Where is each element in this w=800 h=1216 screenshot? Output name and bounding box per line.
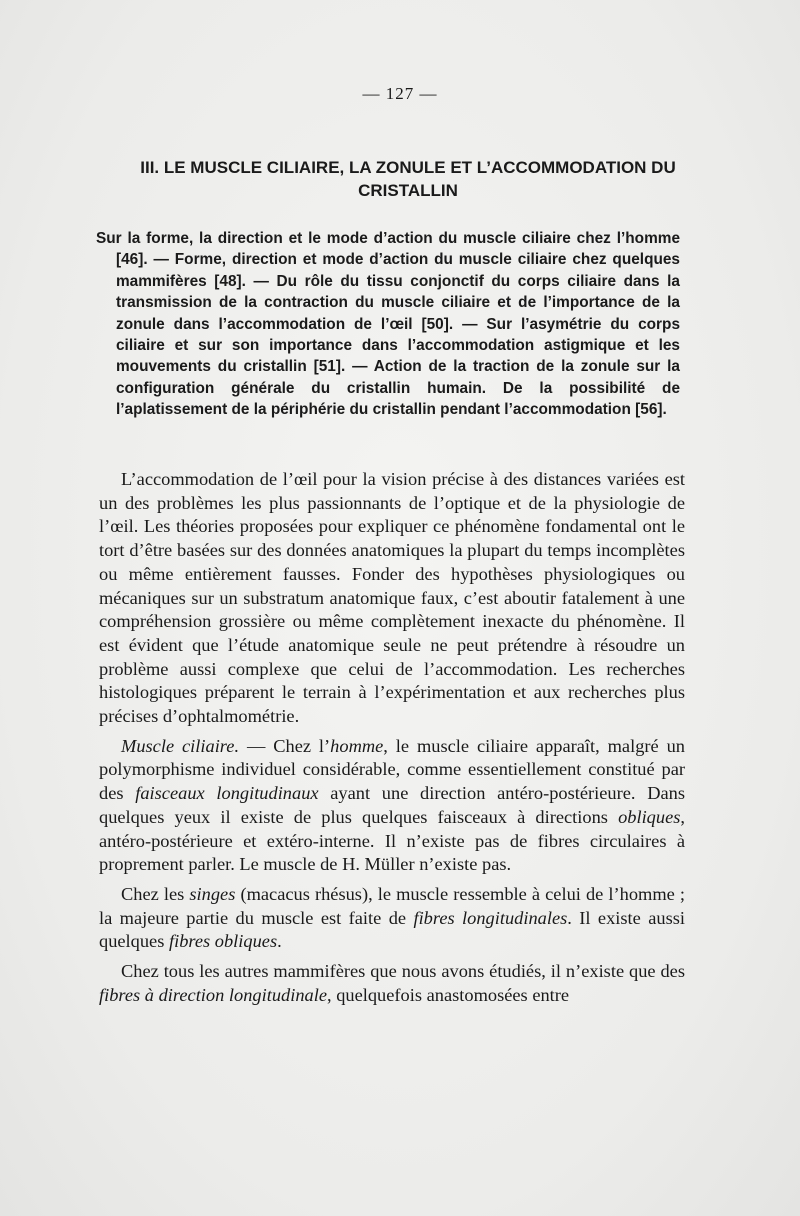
text-run: . xyxy=(277,931,282,952)
emphasis-obliques: obliques xyxy=(618,806,681,827)
text-run: , le muscle ciliaire apparaît, malgré un polymorphisme individuel considérable, comme essentiellement constitué par des xyxy=(99,735,685,804)
emphasis-fibres-direction: fibres à direction longitudinale xyxy=(99,984,327,1005)
text-run: (macacus rhésus), le muscle ressemble à celui de l’homme ; la majeure partie du muscle est faite de xyxy=(99,883,685,928)
emphasis-fibres-obliques: fibres obliques xyxy=(168,931,278,952)
text-run: . Il existe aussi quelques xyxy=(99,907,685,952)
emphasis-faisceaux: faisceaux longitudinaux xyxy=(135,783,319,804)
chapter-title: III. LE MUSCLE CILIAIRE, LA ZONULE ET L’ACCOMMODATION DU CRISTALLIN xyxy=(140,158,676,200)
section-heading-muscle-ciliaire: Muscle ciliaire. xyxy=(121,735,240,756)
summary-text: Sur la forme, la direction et le mode d’action du muscle ciliaire chez l’homme [46]. — Forme, direction et mode d’action du muscle ciliaire chez quelques mammifères [48]. — Du rôle du tissu conjonctif du corps ciliaire dans la transmission de la contraction du muscle ciliaire et de l’importance de la zonule dans l’accommodation de l’œil [50]. — Sur l’asymétrie du corps ciliaire et sur son importance dans l’accommodation astigmique et les mouvements du cristallin [51]. — Action de la traction de la zonule sur la configuration générale du cristallin humain. De la possibilité de l’aplatissement de la périphérie du cristallin pendant l’accommodation [56]. xyxy=(96,230,680,419)
emphasis-fibres-longitudinales: fibres longitudinales xyxy=(413,907,568,928)
paragraph-accommodation: L’accommodation de l’œil pour la vision précise à des distances variées est un des problèmes les plus passionnants de l’optique et de la physiologie de l’œil. Les théories proposées pour expliquer ce phénomène fondamental ont le tort d’être basées sur des données anatomiques la plupart du temps incomplètes ou même entièrement fausses. Fonder des hypothèses physiologiques ou mécaniques sur un substratum anatomique faux, c’est aboutir fatalement à une compréhension grossière ou même complètement inexacte du phénomène. Il est évident que l’étude anatomique seule ne peut prétendre à résoudre un problème aussi complexe que celui de l’accommodation. Les recherches histologiques préparent le terrain à l’expérimentation et aux recherches plus précises d’ophtalmométrie. xyxy=(99,469,685,727)
emphasis-singes: singes xyxy=(189,883,236,904)
paragraph-mammiferes xyxy=(99,960,685,1007)
text-run: , antéro-postérieure et extéro-interne. Il n’existe pas de fibres circulaires à proprement parler. Le muscle de H. Müller n’existe pas. xyxy=(99,806,685,875)
chapter-summary xyxy=(96,228,680,421)
text-run: — Chez l’ xyxy=(239,735,331,756)
paragraph-singes xyxy=(99,883,685,954)
page-number: — 127 — xyxy=(362,84,438,103)
body-text xyxy=(99,468,685,1007)
paragraph-muscle-ciliaire xyxy=(99,735,685,877)
text-run: Chez tous les autres mammifères que nous avons étudiés, il n’existe que des xyxy=(121,961,685,982)
text-run: Chez les xyxy=(121,883,190,904)
text-run: ayant une direction antéro-postérieure. Dans quelques yeux il existe de plus quelques faisceaux à directions xyxy=(99,783,685,827)
emphasis-homme: homme xyxy=(330,735,384,756)
text-run: , quelquefois anastomosées entre xyxy=(327,984,570,1005)
